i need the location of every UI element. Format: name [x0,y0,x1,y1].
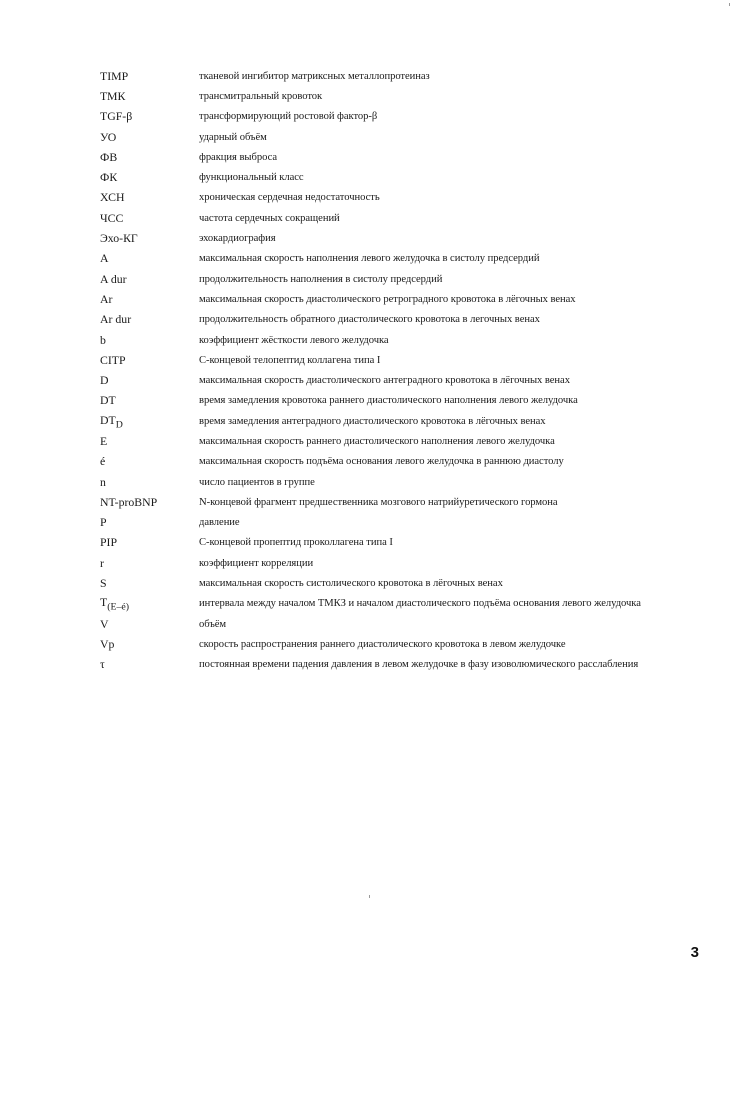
abbreviation-definition: С-концевой телопептид коллагена типа I [199,354,381,366]
abbreviation-term: r [100,555,104,570]
abbreviation-definition: коэффициент корреляции [199,557,314,569]
abbreviation-term: ХСН [100,190,125,205]
abbreviation-definition: функциональный класс [199,172,304,184]
abbreviation-definition: объём [199,618,227,630]
abbreviation-term: Vp [100,636,115,651]
abbreviation-row [100,634,720,654]
abbreviation-definition: давление [199,517,240,529]
abbreviation-term: ТМК [100,88,126,103]
abbreviation-row [100,107,720,127]
abbreviation-definition: фракция выброса [199,151,278,163]
abbreviation-term: DT [100,393,116,408]
abbreviation-definition: постоянная времени падения давления в левом желудочке в фазу изоволюмического расслабления [199,659,639,671]
abbreviation-row [100,472,720,492]
abbreviation-term-base: DT [100,412,116,427]
abbreviation-term: é [100,454,106,469]
abbreviation-term: TIMP [100,68,129,83]
abbreviation-definition: коэффициент жёсткости левого желудочка [199,334,389,346]
abbreviation-definition: максимальная скорость систолического кровотока в лёгочных венах [199,578,503,590]
abbreviation-term: A dur [100,271,127,286]
abbreviation-term: Ar [100,291,113,306]
abbreviation-term: Ar dur [100,312,132,327]
abbreviation-term: TGF-β [100,109,133,124]
abbreviation-term: P [100,515,107,530]
abbreviation-row [100,228,720,248]
scan-speck [369,895,370,898]
abbreviation-definition: максимальная скорость наполнения левого желудочка в систолу предсердий [199,253,540,265]
abbreviation-definition: скорость распространения раннего диастолического кровотока в левом желудочке [199,638,566,650]
abbreviation-row [100,655,720,675]
abbreviation-term: E [100,433,108,448]
abbreviation-definition: эхокардиография [199,233,276,245]
abbreviation-row [100,188,720,208]
abbreviation-term: b [100,332,106,347]
abbreviation-definition: продолжительность наполнения в систолу предсердий [199,273,443,285]
abbreviation-definition: максимальная скорость диастолического ретроградного кровотока в лёгочных венах [199,293,576,305]
abbreviation-term: D [100,373,109,388]
abbreviation-row [100,66,720,86]
abbreviation-term: PIP [100,535,118,550]
abbreviation-definition: трансформирующий ростовой фактор-β [199,111,378,123]
scan-speck [729,3,730,6]
abbreviation-term: Эхо-КГ [100,231,138,246]
abbreviation-definition: С-концевой пропептид проколлагена типа I [199,537,393,549]
abbreviation-definition: продолжительность обратного диастолического кровотока в легочных венах [199,314,540,326]
abbreviation-definition: максимальная скорость подъёма основания левого желудочка в раннюю диастолу [199,456,564,468]
abbreviation-row [100,492,720,512]
abbreviation-definition: трансмитральный кровоток [199,90,323,102]
abbreviation-list [100,66,720,675]
abbreviation-term-subscript: (E–é) [107,601,130,613]
abbreviation-term: S [100,576,107,591]
abbreviation-definition: интервала между началом ТМКЗ и началом диастолического подъёма основания левого желудочка [199,598,641,610]
abbreviation-definition: ударный объём [199,131,267,143]
abbreviation-definition: число пациентов в группе [199,476,315,488]
abbreviation-row [100,249,720,269]
abbreviation-row [100,411,720,431]
abbreviation-term: ЧСС [100,210,124,225]
abbreviation-definition: N-концевой фрагмент предшественника мозгового натрийуретического гормона [199,496,558,508]
abbreviation-term: A [100,251,109,266]
abbreviation-term-base: T [100,595,108,610]
abbreviation-term: УО [100,129,117,144]
abbreviation-row [100,431,720,451]
abbreviation-term [100,413,199,430]
abbreviation-row [100,86,720,106]
abbreviation-row [100,513,720,533]
abbreviation-definition: время замедления кровотока раннего диастолического наполнения левого желудочка [199,395,578,407]
abbreviation-row [100,614,720,634]
abbreviation-term: n [100,474,106,489]
abbreviation-term: ФК [100,170,118,185]
abbreviation-row [100,594,720,614]
abbreviation-term: NT-proBNP [100,494,158,509]
abbreviation-row [100,553,720,573]
abbreviation-row [100,167,720,187]
abbreviation-row [100,269,720,289]
abbreviation-term: CITP [100,352,126,367]
abbreviation-definition: тканевой ингибитор матриксных металлопротеиназ [199,70,430,82]
abbreviation-definition: время замедления антеградного диастолического кровотока в лёгочных венах [199,415,546,427]
abbreviation-row [100,452,720,472]
abbreviation-row [100,147,720,167]
abbreviation-definition: частота сердечных сокращений [199,212,340,224]
abbreviation-row [100,208,720,228]
abbreviation-row [100,370,720,390]
abbreviation-term [100,595,199,612]
abbreviation-term: V [100,616,109,631]
abbreviation-term-subscript: D [115,418,123,430]
abbreviation-row [100,310,720,330]
page-number: 3 [690,944,699,961]
abbreviation-term: ФВ [100,149,118,164]
abbreviation-definition: максимальная скорость раннего диастолического наполнения левого желудочка [199,435,555,447]
abbreviation-row [100,533,720,553]
abbreviation-row [100,330,720,350]
abbreviation-definition: максимальная скорость диастолического антеградного кровотока в лёгочных венах [199,375,570,387]
abbreviation-row [100,127,720,147]
abbreviation-row [100,289,720,309]
abbreviation-definition: хроническая сердечная недостаточность [199,192,380,204]
abbreviation-row [100,391,720,411]
abbreviation-term: τ [100,657,105,672]
abbreviation-row [100,350,720,370]
abbreviation-row [100,573,720,593]
